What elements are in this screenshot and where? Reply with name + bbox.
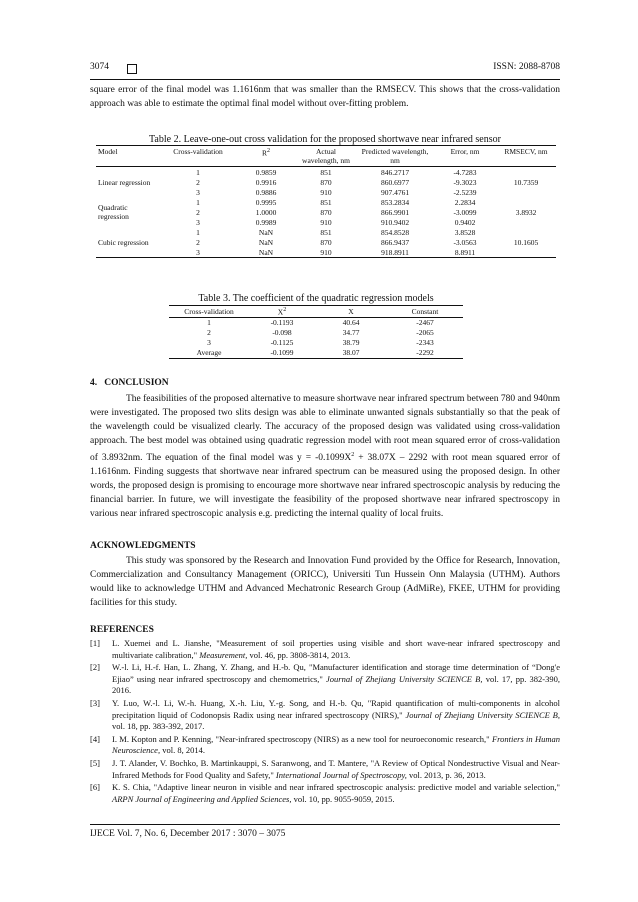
table-row [96, 237, 556, 247]
table-row [96, 227, 556, 237]
t3-col-x: X [348, 306, 354, 316]
footer-rule [90, 824, 560, 825]
reference-details: vol. 18, pp. 383-392, 2017. [112, 721, 205, 732]
table-cell: -9.3023 [453, 177, 477, 187]
table-cell: -2292 [416, 348, 434, 357]
checkbox-square-icon [127, 64, 137, 74]
reference-details: vol. 17, pp. 382-390, 2016. [112, 673, 561, 696]
table-row [169, 317, 463, 328]
col-error: Error, nm [450, 147, 480, 156]
col-r2 [236, 146, 296, 167]
table-cell: 2 [207, 328, 211, 337]
table-cell: 0.9859 [255, 167, 277, 177]
table-cell: 1 [196, 167, 200, 177]
table2 [96, 145, 556, 258]
table-cell: 1.0000 [255, 207, 277, 217]
col-r2-label: R [261, 148, 267, 158]
reference-item [90, 758, 560, 781]
table-cell: 866.9437 [380, 237, 410, 247]
table-cell: 2 [196, 207, 200, 217]
t3-col-x2-label: X [277, 307, 284, 317]
table-row [96, 177, 556, 187]
table-cell: 907.4761 [380, 187, 410, 197]
reference-number: [3] [90, 698, 100, 709]
table-cell: 8.8911 [454, 247, 476, 257]
page-header [90, 62, 560, 78]
t3-col-constant: Constant [411, 306, 439, 316]
table-row [96, 167, 556, 178]
table-row [96, 197, 556, 207]
table-cell: 40.64 [342, 318, 360, 327]
col-cross-validation: Cross-validation [173, 147, 223, 156]
col-model: Model [98, 147, 118, 156]
rmsecv-cell: 10.1605 [513, 237, 539, 247]
reference-text: Y. Luo, W.-l. Li, W.-h. Huang, X.-h. Liu, Y.-g. Song, and H.-b. Qu, "Rapid quantification of multi-components in alcohol precipitation liquid of Codonopsis Radix using near infrared spectroscopy (NIRS)," [112, 698, 560, 720]
table-cell: 2 [196, 177, 200, 187]
table-cell: 0.9989 [255, 217, 277, 227]
table-cell: -0.1125 [270, 338, 294, 347]
table-cell: -2343 [416, 338, 434, 347]
table-cell: 1 [196, 197, 200, 207]
reference-details: vol. 8, 2014. [160, 745, 205, 756]
table-row [96, 247, 556, 258]
table-cell: Average [196, 348, 222, 357]
acknowledgments-paragraph [90, 554, 560, 610]
table-cell: 0.9886 [255, 187, 277, 197]
table-cell: 3 [196, 247, 200, 257]
model-cell: Cubic regression [98, 237, 149, 247]
table-row [169, 338, 463, 348]
table-cell: 910 [320, 247, 332, 257]
reference-journal: ARPN Journal of Engineering and Applied Sciences, [112, 793, 292, 804]
table-cell: 910 [320, 187, 332, 197]
table-cell: -2.5239 [453, 187, 477, 197]
table-cell: -2065 [416, 328, 434, 337]
table-cell: -3.0563 [453, 237, 477, 247]
model-cell: Linear regression [98, 177, 151, 187]
table-cell: 3.8528 [454, 227, 476, 237]
table-cell: 918.8911 [381, 247, 409, 257]
col-r2-sup: 2 [267, 148, 270, 154]
conclusion-text-2: + 38.07X – 2292 with root mean squared error of 1.1616nm. Finding suggests that shortwave near infrared spectrum can be measured using the proposed design. In other words, the proposed design is promising to encourage more shortwave near infrared spectroscopic analysis by reducing the financial barrier. In future, we will investigate the feasibility of the proposed shortwave near infrared spectroscopy in various near infrared spectroscopic analysis e.g. predicting the internal quality of local fruits. [90, 453, 560, 520]
reference-number: [1] [90, 638, 100, 648]
table3-header-row [169, 306, 463, 318]
reference-item [90, 698, 560, 733]
reference-number: [6] [90, 782, 100, 793]
table-cell: NaN [258, 237, 274, 247]
table-cell: 910.9402 [380, 217, 410, 227]
reference-text: L. Xuemei and L. Jianshe, "Measurement of soil properties using visible and short wave-near infrared spectroscopy and multivariate calibration," [112, 638, 560, 660]
reference-journal: Journal of Zhejiang University SCIENCE B, [326, 673, 483, 684]
issn-label: ISSN: 2088-8708 [493, 62, 560, 72]
table-cell: 0.9402 [454, 217, 476, 227]
table-cell: 38.79 [342, 338, 360, 347]
table-cell: 1 [207, 318, 211, 327]
table-cell: 870 [320, 177, 332, 187]
table-cell: 34.77 [342, 328, 360, 337]
table-cell: 2 [196, 237, 200, 247]
reference-item [90, 734, 560, 757]
acknowledgments-text: This study was sponsored by the Research and Innovation Fund provided by the Office for Research, Innovation, Commercialization and Consultancy Management (ORICC), Universiti Tun Hussein Onn Malaysia (UTHM). Authors would like to acknowledge UTHM and Advanced Mechatronic Research Group (AdMiRe), FKEE, UTHM for providing facilities for this study. [90, 556, 560, 608]
rmsecv-cell: 10.7359 [513, 177, 539, 187]
rmsecv-cell: 3.8932 [515, 207, 537, 217]
references-heading: REFERENCES [90, 625, 154, 635]
conclusion-paragraph [90, 392, 560, 521]
reference-journal: Measurement, [199, 649, 248, 660]
table2-header-row [96, 146, 556, 167]
reference-journal: International Journal of Spectroscopy, [275, 769, 407, 780]
table-cell: NaN [258, 227, 274, 237]
reference-details: vol. 2013, p. 36, 2013. [406, 769, 486, 780]
table-cell: 2.2834 [454, 197, 476, 207]
table-cell: NaN [258, 247, 274, 257]
reference-journal: Frontiers in Human Neuroscience, [112, 733, 560, 756]
table3-body [169, 317, 463, 358]
table3-caption: Table 3. The coefficient of the quadratic regression models [198, 293, 434, 304]
model-cell: Quadratic regression [98, 203, 129, 221]
table-row [169, 328, 463, 338]
table-cell: -4.7283 [453, 167, 477, 177]
table-cell: 3 [196, 187, 200, 197]
table-cell: 853.2834 [380, 197, 410, 207]
reference-item [90, 638, 560, 661]
table-cell: -3.0099 [453, 207, 477, 217]
table-cell: -0.1193 [270, 318, 294, 327]
conclusion-heading: 4. CONCLUSION [90, 378, 169, 388]
reference-item [90, 662, 560, 697]
table-cell: 846.2717 [380, 167, 410, 177]
table2-caption: Table 2. Leave-one-out cross validation for the proposed shortwave near infrared sensor [149, 134, 501, 145]
table-cell: 3 [207, 338, 211, 347]
table3 [169, 305, 463, 359]
table-cell: 851 [320, 167, 332, 177]
reference-text: W.-l. Li, H.-f. Han, L. Zhang, Y. Zhang, and H.-b. Qu, "Manufacturer identification and storage time determination of “Dong'e Ejiao” using near infrared spectroscopy and chemometrics," [112, 662, 560, 684]
table-row [169, 348, 463, 359]
table-cell: 38.07 [342, 348, 360, 357]
col-predicted: Predicted wavelength, nm [361, 147, 429, 165]
header-rule [90, 79, 560, 80]
page-footer: IJECE Vol. 7, No. 6, December 2017 : 3070 – 3075 [90, 829, 286, 839]
table-row [96, 207, 556, 217]
reference-details: vol. 46, pp. 3808-3814, 2013. [247, 649, 351, 660]
reference-details: vol. 10, pp. 9055-9059, 2015. [291, 793, 395, 804]
table-cell: 854.8528 [380, 227, 410, 237]
table-cell: 870 [320, 207, 332, 217]
table-row [96, 187, 556, 197]
col-rmsecv: RMSECV, nm [504, 147, 548, 156]
references-list [90, 638, 560, 807]
reference-number: [5] [90, 758, 100, 769]
table-cell: 866.9901 [380, 207, 410, 217]
reference-text: J. T. Alander, V. Bochko, B. Martinkauppi, S. Saranwong, and T. Mantere, "A Review of Optical Nondestructive Visual and Near-Infrared Methods for Food Quality and Safety," [112, 758, 560, 780]
reference-journal: Journal of Zhejiang University SCIENCE B, [405, 709, 560, 720]
table-cell: 1 [196, 227, 200, 237]
table-cell: 910 [320, 217, 332, 227]
col-actual: Actual wavelength, nm [302, 147, 350, 165]
table-cell: 3 [196, 217, 200, 227]
table-cell: -2467 [416, 318, 434, 327]
table-cell: 0.9995 [255, 197, 277, 207]
t3-col-cv: Cross-validation [184, 306, 234, 316]
conclusion-sup: 2 [351, 452, 355, 458]
t3-col-x2-sup: 2 [283, 307, 287, 313]
conclusion-text-1: The feasibilities of the proposed alternative to measure shortwave near infrared spectrum between 780 and 940nm were investigated. The proposed two slits design was able to eliminate unwanted signals substantially so that the peak of the wavelength could be visualized clearly. The accuracy of the proposed design was validated using cross-validation approach. The best model was obtained using quadratic regression model with root mean squared error of cross-validation of 3.8932nm. The equation of the final model was y = -0.1099X [90, 394, 560, 464]
table-cell: 860.6977 [380, 177, 410, 187]
reference-number: [4] [90, 733, 100, 744]
intro-paragraph: square error of the final model was 1.1616nm that was smaller than the RMSECV. This shows that the cross-validation approach was able to estimate the optimal final model without over-fitting problem. [90, 85, 560, 109]
table-row [96, 217, 556, 227]
page-number: 3074 [90, 62, 109, 72]
acknowledgments-heading: ACKNOWLEDGMENTS [90, 541, 196, 551]
table-cell: 851 [320, 197, 332, 207]
table-cell: -0.1099 [270, 348, 294, 357]
reference-text: K. S. Chia, "Adaptive linear neuron in visible and near infrared spectroscopic analysis: predictive model and variable selection," [112, 782, 560, 793]
reference-number: [2] [90, 662, 100, 673]
reference-text: I. M. Kopton and P. Kenning, "Near-infrared spectroscopy (NIRS) as a new tool for neuroeconomic research," [112, 733, 492, 744]
table-cell: 0.9916 [255, 177, 277, 187]
table2-body [96, 167, 556, 258]
table-cell: -0.098 [272, 328, 292, 337]
reference-item [90, 782, 560, 805]
table-cell: 870 [320, 237, 332, 247]
table-cell: 851 [320, 227, 332, 237]
t3-col-x2 [249, 306, 315, 318]
